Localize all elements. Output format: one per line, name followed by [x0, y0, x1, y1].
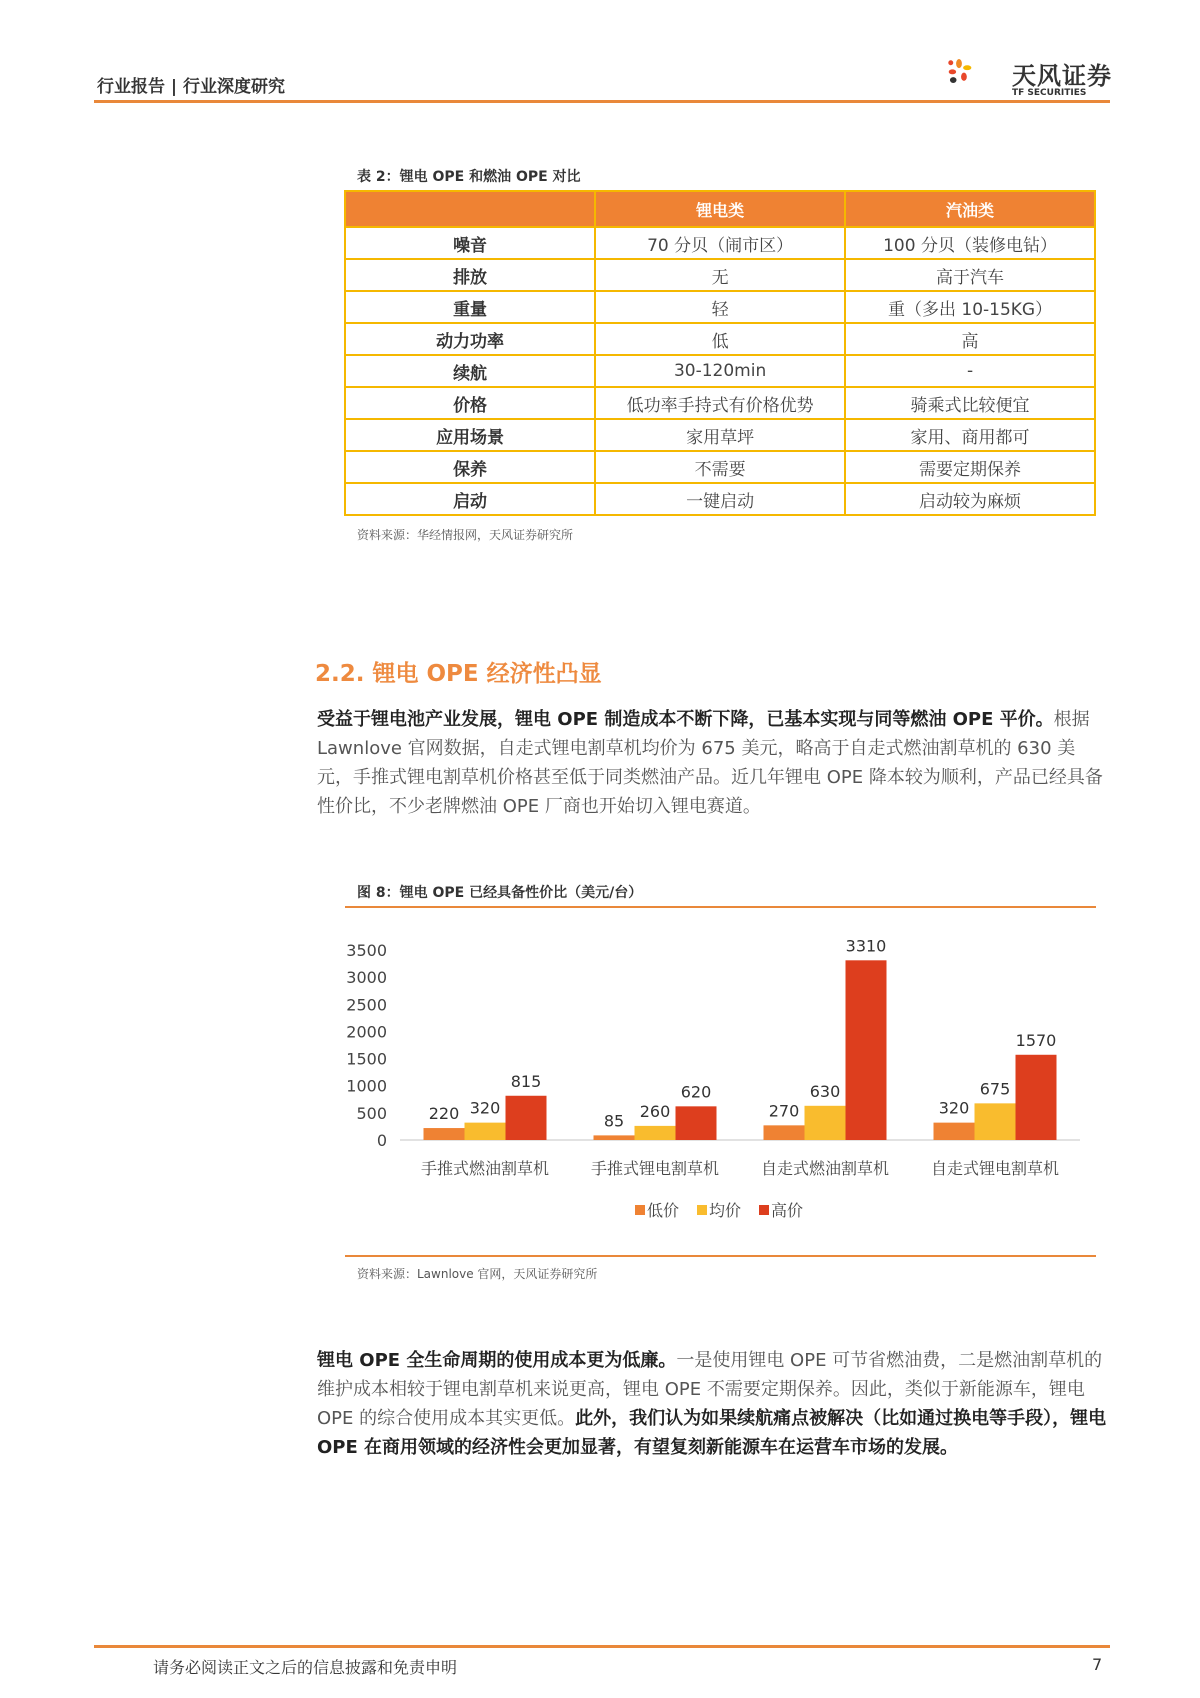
y-tick-label: 2000: [346, 1022, 387, 1042]
logo-name-cn: 天风证券: [1012, 62, 1112, 90]
table-cell: 轻: [595, 291, 845, 323]
comparison-table: [344, 190, 1096, 516]
paragraph-2-body: 一是使用锂电 OPE 可节省燃油费，二是燃油割草机的维护成本相较于锂电割草机来说更高，锂电 OPE 不需要定期保养。因此，类似于新能源车，锂电 OPE 的综合使用成本其实更低。: [317, 1350, 1103, 1429]
figure-bottom-rule: [345, 1255, 1096, 1257]
row-header: 噪音: [345, 227, 595, 259]
table-row: [345, 483, 1095, 515]
table-cell: 重（多出 10-15KG）: [845, 291, 1095, 323]
paragraph-1: [317, 705, 1107, 821]
table-source: 资料来源：华经情报网，天风证券研究所: [357, 528, 574, 542]
paragraph-2: [317, 1346, 1107, 1462]
bar-低价: [934, 1123, 975, 1140]
footer-divider: [94, 1645, 1110, 1648]
row-header: 动力功率: [345, 323, 595, 355]
bar-value-label: 320: [938, 1098, 970, 1118]
table-row: [345, 451, 1095, 483]
row-header: 重量: [345, 291, 595, 323]
table-cell: 低: [595, 323, 845, 355]
table-row: [345, 355, 1095, 387]
bar-value-label: 675: [979, 1079, 1011, 1099]
logo-name-en: TF SECURITIES: [1012, 88, 1087, 98]
bar-chart: [345, 912, 1096, 1242]
paragraph-1-lead: 受益于锂电池产业发展，锂电 OPE 制造成本不断下降，已基本实现与同等燃油 OPE 平价。: [317, 709, 1054, 730]
bar-value-label: 85: [603, 1111, 625, 1131]
bar-value-label: 3310: [845, 936, 887, 956]
x-tick-label: 手推式锂电割草机: [590, 1159, 720, 1178]
bar-value-label: 220: [428, 1104, 460, 1124]
table-row: [345, 387, 1095, 419]
figure-caption: 图 8：锂电 OPE 已经具备性价比（美元/台）: [357, 885, 643, 901]
bar-value-label: 270: [768, 1101, 800, 1121]
y-axis: [346, 941, 387, 1150]
table-row: [345, 419, 1095, 451]
table-cell: 70 分贝（闹市区）: [595, 227, 845, 259]
table-cell: 不需要: [595, 451, 845, 483]
chart-legend: [635, 1201, 803, 1220]
table-cell: 骑乘式比较便宜: [845, 387, 1095, 419]
paragraph-2-conclusion: 此外，我们认为如果续航痛点被解决（比如通过换电等手段），锂电 OPE 在商用领域的经济性会更加显著，有望复刻新能源车在运营车市场的发展。: [317, 1408, 1107, 1458]
table-cell: 100 分贝（装修电钻）: [845, 227, 1095, 259]
table-header-cell: [345, 191, 595, 227]
y-tick-label: 1500: [346, 1049, 387, 1069]
row-header: 应用场景: [345, 419, 595, 451]
table-cell: 高于汽车: [845, 259, 1095, 291]
figure-source: 资料来源：Lawnlove 官网，天风证券研究所: [357, 1267, 598, 1281]
legend-swatch: [759, 1205, 769, 1215]
paragraph-2-lead: 锂电 OPE 全生命周期的使用成本更为低廉。: [317, 1350, 677, 1371]
table-cell: 启动较为麻烦: [845, 483, 1095, 515]
y-tick-label: 2500: [346, 995, 387, 1015]
bar-series: [424, 936, 1057, 1140]
legend-label: 均价: [709, 1201, 742, 1220]
table-cell: 高: [845, 323, 1095, 355]
table-cell: 低功率手持式有价格优势: [595, 387, 845, 419]
table-header-cell: 汽油类: [845, 191, 1095, 227]
report-category: 行业报告 | 行业深度研究: [97, 77, 286, 97]
section-title: 2.2. 锂电 OPE 经济性凸显: [315, 661, 602, 687]
figure-top-rule: [345, 906, 1096, 908]
footer-disclaimer: 请务必阅读正文之后的信息披露和免责申明: [153, 1658, 458, 1677]
legend-label: 低价: [647, 1201, 680, 1220]
table-cell: 家用、商用都可: [845, 419, 1095, 451]
bar-value-label: 1570: [1015, 1030, 1057, 1050]
bar-高价: [1016, 1055, 1057, 1140]
row-header: 排放: [345, 259, 595, 291]
table-caption: 表 2：锂电 OPE 和燃油 OPE 对比: [357, 169, 581, 185]
legend-label: 高价: [771, 1201, 804, 1220]
table-cell: 家用草坪: [595, 419, 845, 451]
bar-均价: [975, 1103, 1016, 1140]
y-tick-label: 0: [376, 1131, 387, 1150]
row-header: 价格: [345, 387, 595, 419]
table-cell: -: [845, 355, 1095, 387]
bar-value-label: 260: [639, 1101, 671, 1121]
row-header: 保养: [345, 451, 595, 483]
table-header-row: [345, 191, 1095, 227]
bar-高价: [506, 1096, 547, 1140]
row-header: 续航: [345, 355, 595, 387]
bar-高价: [846, 960, 887, 1140]
table-row: [345, 323, 1095, 355]
x-tick-label: 手推式燃油割草机: [420, 1159, 550, 1178]
table-row: [345, 291, 1095, 323]
bar-value-label: 630: [809, 1081, 841, 1101]
legend-swatch: [635, 1205, 645, 1215]
bar-低价: [764, 1125, 805, 1140]
bar-value-label: 620: [680, 1082, 712, 1102]
bar-均价: [465, 1123, 506, 1140]
row-header: 启动: [345, 483, 595, 515]
tf-logo-icon: [945, 38, 1015, 104]
table-cell: 一键启动: [595, 483, 845, 515]
bar-高价: [676, 1106, 717, 1140]
table-cell: 30-120min: [595, 355, 845, 387]
table-cell: 无: [595, 259, 845, 291]
y-tick-label: 3500: [346, 941, 387, 960]
x-axis-labels: [421, 1159, 1059, 1178]
table-cell: 需要定期保养: [845, 451, 1095, 483]
bar-value-label: 320: [469, 1098, 501, 1118]
bar-均价: [635, 1126, 676, 1140]
y-tick-label: 3000: [346, 968, 387, 988]
y-tick-label: 500: [356, 1103, 387, 1123]
y-tick-label: 1000: [346, 1076, 387, 1096]
bar-低价: [594, 1135, 635, 1140]
x-tick-label: 自走式燃油割草机: [760, 1159, 890, 1178]
table-row: [345, 259, 1095, 291]
x-tick-label: 自走式锂电割草机: [930, 1159, 1060, 1178]
page-number: 7: [1092, 1655, 1103, 1674]
table-header-cell: 锂电类: [595, 191, 845, 227]
bar-value-label: 815: [510, 1071, 542, 1091]
bar-低价: [424, 1128, 465, 1140]
bar-均价: [805, 1106, 846, 1140]
paragraph-1-body: 根据 Lawnlove 官网数据，自走式锂电割草机均价为 675 美元，略高于自走式燃油割草机的 630 美元，手推式锂电割草机价格甚至低于同类燃油产品。近几年锂电 OPE 降本较为顺利，产品已经具备性价比，不少老牌燃油 OPE 厂商也开始切入锂电赛道。: [317, 709, 1103, 817]
legend-swatch: [697, 1205, 707, 1215]
table-row: [345, 227, 1095, 259]
